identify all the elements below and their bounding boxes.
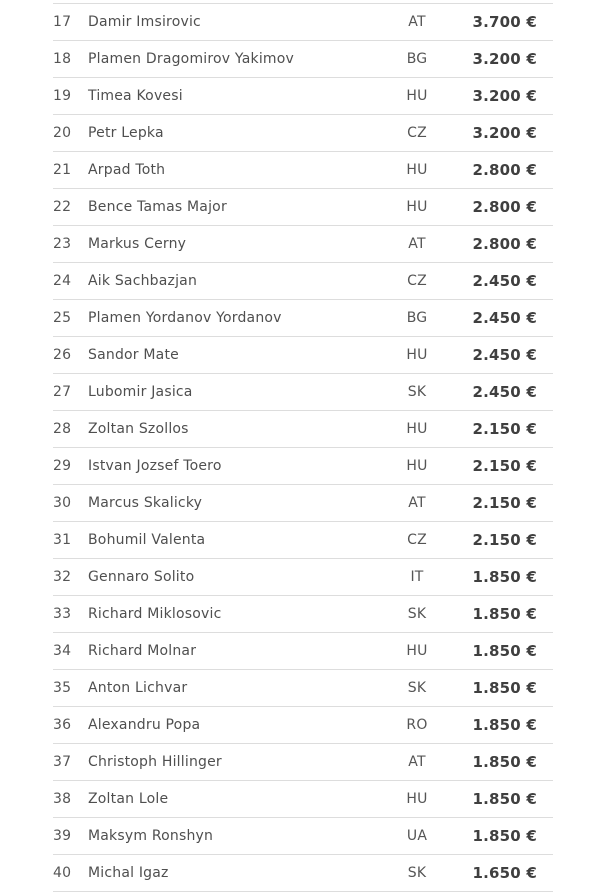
- prize-cell: 1.850 €: [472, 716, 537, 734]
- country-cell: CZ: [407, 532, 427, 548]
- player-name-cell: Zoltan Lole: [88, 791, 169, 807]
- prize-cell: 2.150 €: [472, 494, 537, 512]
- rank-cell: 25: [53, 310, 72, 326]
- rank-cell: 24: [53, 273, 72, 289]
- table-row: [53, 485, 553, 522]
- prize-cell: 1.850 €: [472, 679, 537, 697]
- player-name-cell: Aik Sachbazjan: [88, 273, 198, 289]
- prize-cell: 1.850 €: [472, 827, 537, 845]
- rank-cell: 40: [53, 865, 72, 881]
- table-row: [53, 41, 553, 78]
- prize-cell: 2.150 €: [472, 420, 537, 438]
- country-cell: HU: [406, 791, 428, 807]
- prize-cell: 3.200 €: [472, 87, 537, 105]
- prize-cell: 3.200 €: [472, 124, 537, 142]
- player-name-cell: Gennaro Solito: [88, 569, 195, 585]
- prize-cell: 1.850 €: [472, 568, 537, 586]
- player-name-cell: Christoph Hillinger: [88, 754, 222, 770]
- table-row: [53, 670, 553, 707]
- prize-cell: 2.150 €: [472, 531, 537, 549]
- table-row: [53, 522, 553, 559]
- country-cell: HU: [406, 88, 428, 104]
- country-cell: AT: [408, 754, 426, 770]
- rank-cell: 18: [53, 51, 72, 67]
- rank-cell: 31: [53, 532, 72, 548]
- player-name-cell: Marcus Skalicky: [88, 495, 203, 511]
- prize-cell: 2.450 €: [472, 309, 537, 327]
- country-cell: HU: [406, 458, 428, 474]
- player-name-cell: Bohumil Valenta: [88, 532, 206, 548]
- prize-cell: 2.450 €: [472, 272, 537, 290]
- rank-cell: 20: [53, 125, 72, 141]
- prize-cell: 2.450 €: [472, 383, 537, 401]
- country-cell: CZ: [407, 125, 427, 141]
- table-row: [53, 115, 553, 152]
- player-name-cell: Sandor Mate: [88, 347, 179, 363]
- table-row: [53, 337, 553, 374]
- table-row: [53, 226, 553, 263]
- player-name-cell: Damir Imsirovic: [88, 14, 201, 30]
- country-cell: HU: [406, 162, 428, 178]
- player-name-cell: Richard Molnar: [88, 643, 197, 659]
- rank-cell: 32: [53, 569, 72, 585]
- table-row: [53, 818, 553, 855]
- prize-cell: 2.150 €: [472, 457, 537, 475]
- rank-cell: 19: [53, 88, 72, 104]
- country-cell: AT: [408, 14, 426, 30]
- country-cell: HU: [406, 643, 428, 659]
- player-name-cell: Petr Lepka: [88, 125, 164, 141]
- country-cell: AT: [408, 495, 426, 511]
- rank-cell: 26: [53, 347, 72, 363]
- rank-cell: 34: [53, 643, 72, 659]
- player-name-cell: Istvan Jozsef Toero: [88, 458, 222, 474]
- table-row: [53, 189, 553, 226]
- rank-cell: 22: [53, 199, 72, 215]
- country-cell: IT: [410, 569, 424, 585]
- player-name-cell: Anton Lichvar: [88, 680, 188, 696]
- country-cell: BG: [406, 51, 428, 67]
- prize-cell: 2.450 €: [472, 346, 537, 364]
- player-name-cell: Lubomir Jasica: [88, 384, 193, 400]
- rank-cell: 17: [53, 14, 72, 30]
- player-name-cell: Arpad Toth: [88, 162, 166, 178]
- rank-cell: 39: [53, 828, 72, 844]
- rank-cell: 37: [53, 754, 72, 770]
- country-cell: HU: [406, 199, 428, 215]
- player-name-cell: Plamen Yordanov Yordanov: [88, 310, 282, 326]
- rank-cell: 36: [53, 717, 72, 733]
- table-row: [53, 448, 553, 485]
- table-row: [53, 744, 553, 781]
- rank-cell: 21: [53, 162, 72, 178]
- country-cell: SK: [407, 384, 427, 400]
- prize-cell: 3.700 €: [472, 13, 537, 31]
- rank-cell: 30: [53, 495, 72, 511]
- rank-cell: 23: [53, 236, 72, 252]
- prize-cell: 1.850 €: [472, 642, 537, 660]
- player-name-cell: Markus Cerny: [88, 236, 187, 252]
- table-row: [53, 78, 553, 115]
- player-name-cell: Timea Kovesi: [88, 88, 183, 104]
- player-name-cell: Zoltan Szollos: [88, 421, 189, 437]
- country-cell: SK: [407, 606, 427, 622]
- table-row: [53, 4, 553, 41]
- country-cell: SK: [407, 865, 427, 881]
- country-cell: AT: [408, 236, 426, 252]
- player-name-cell: Plamen Dragomirov Yakimov: [88, 51, 295, 67]
- table-row: [53, 559, 553, 596]
- prize-cell: 1.850 €: [472, 605, 537, 623]
- country-cell: HU: [406, 347, 428, 363]
- table-row: [53, 300, 553, 337]
- player-name-cell: Michal Igaz: [88, 865, 169, 881]
- player-name-cell: Alexandru Popa: [88, 717, 201, 733]
- rank-cell: 28: [53, 421, 72, 437]
- prize-cell: 2.800 €: [472, 161, 537, 179]
- table-row: [53, 707, 553, 744]
- prize-cell: 2.800 €: [472, 235, 537, 253]
- prize-cell: 1.650 €: [472, 864, 537, 882]
- player-name-cell: Bence Tamas Major: [88, 199, 227, 215]
- results-table: [53, 3, 553, 892]
- table-row: [53, 374, 553, 411]
- rank-cell: 38: [53, 791, 72, 807]
- country-cell: BG: [406, 310, 428, 326]
- table-row: [53, 152, 553, 189]
- country-cell: RO: [406, 717, 428, 733]
- rank-cell: 35: [53, 680, 72, 696]
- prize-cell: 2.800 €: [472, 198, 537, 216]
- table-row: [53, 633, 553, 670]
- table-row: [53, 411, 553, 448]
- player-name-cell: Richard Miklosovic: [88, 606, 222, 622]
- rank-cell: 27: [53, 384, 72, 400]
- prize-cell: 3.200 €: [472, 50, 537, 68]
- country-cell: HU: [406, 421, 428, 437]
- table-row: [53, 781, 553, 818]
- country-cell: CZ: [407, 273, 427, 289]
- player-name-cell: Maksym Ronshyn: [88, 828, 214, 844]
- country-cell: UA: [406, 828, 428, 844]
- prize-cell: 1.850 €: [472, 753, 537, 771]
- prize-cell: 1.850 €: [472, 790, 537, 808]
- table-row: [53, 263, 553, 300]
- rank-cell: 33: [53, 606, 72, 622]
- country-cell: SK: [407, 680, 427, 696]
- rank-cell: 29: [53, 458, 72, 474]
- table-row: [53, 855, 553, 892]
- table-row: [53, 596, 553, 633]
